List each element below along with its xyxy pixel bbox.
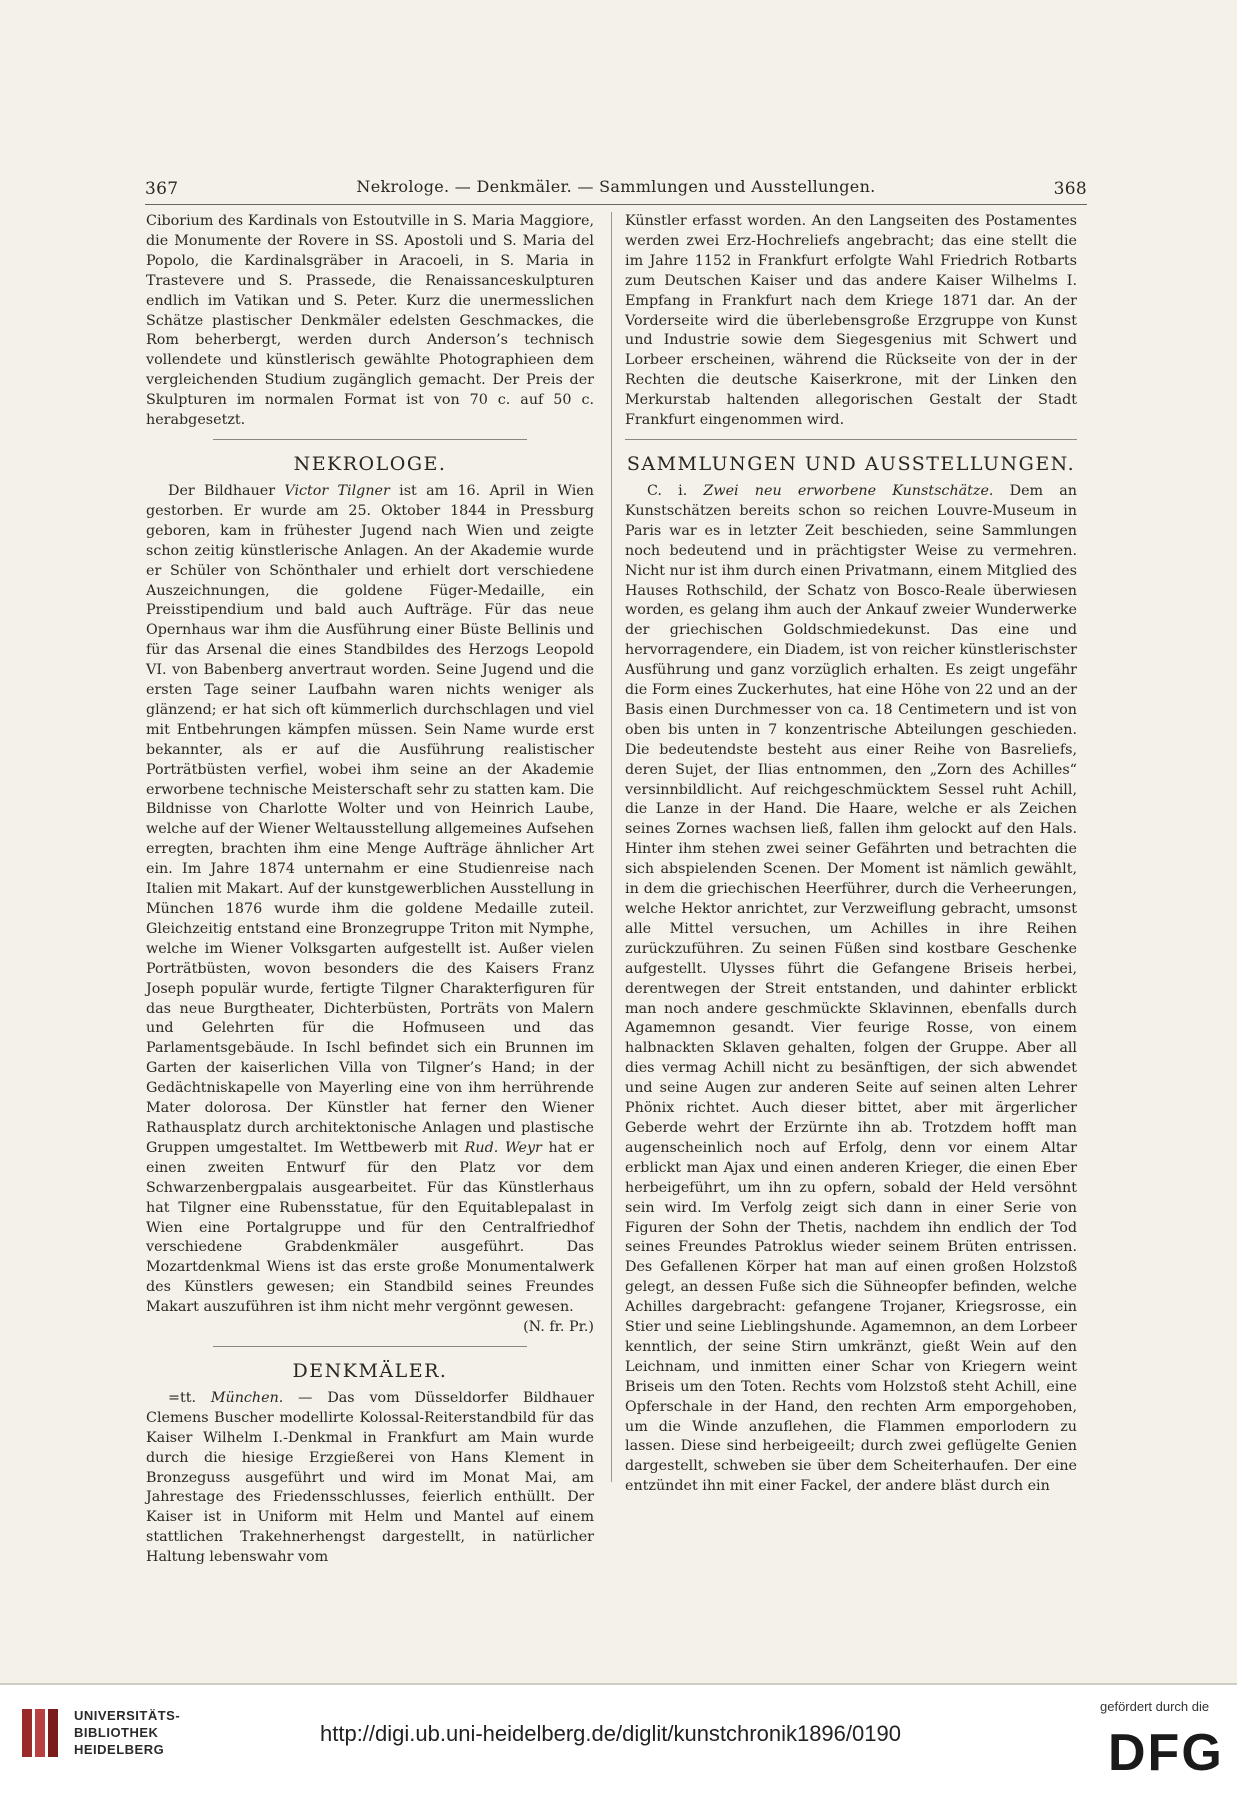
running-header xyxy=(145,173,1087,203)
left-intro-paragraph: Ciborium des Kardinals von Estoutville in S. Maria Maggiore, die Monumente der Rovere in SS. Apostoli und S. Maria del Popolo, die Kardinalsgräber in Aracoeli, in S. Maria in Trastevere und S. Prassede, die Renaissanceskulpturen endlich im Vatikan und S. Peter. Kurz die unermesslichen Schätze plastischer Denkmäler edelsten Geschmackes, die Rom beherbergt, werden durch Anderson’s technisch vollendete und künstlerisch gewählte Photographieen dem vergleichenden Studium zugänglich gemacht. Der Preis der Skulpturen im normalen Format ist von 70 c. auf 50 c. herabgesetzt. xyxy=(146,213,594,429)
nekrologe-source-line xyxy=(146,1318,594,1338)
dfg-logo: DFG xyxy=(1108,1724,1224,1782)
denk-city: München. xyxy=(210,1389,284,1406)
nekro-pre: Der Bildhauer xyxy=(168,482,285,499)
nekro-weyr: Rud. Weyr xyxy=(464,1139,542,1156)
column-divider xyxy=(611,212,612,1482)
section-divider xyxy=(625,439,1077,440)
denk-text: — Das vom Düsseldorfer Bildhauer Clemens Buscher modellirte Kolossal-Reiterstandbild für das Kaiser Wilhelm I.-Denkmal in Frankfurt am Main wurde durch die hiesige Erzgießerei von Hans Klement in Bronzeguss ausgeführt und wird im Monat Mai, am Jahrestage des Friedensschlusses, feierlich enthüllt. Der Kaiser ist in Uniform mit Helm und Mantel auf einem stattlichen Trakehnerhengst dargestellt, in natürlicher Haltung lebenswahr vom xyxy=(146,1389,594,1566)
funded-by-label: gefördert durch die xyxy=(1100,1699,1210,1714)
footer-rule xyxy=(0,1683,1237,1685)
page-number-right: 368 xyxy=(1053,179,1087,199)
nekro-text-b: hat er einen zweiten Entwurf für den Platz vor dem Schwarzenbergpalais ausgearbeitet. Für das Künstlerhaus hat Tilgner eine Rubensstatue, für den Equitablepalast in Wien eine Portalgruppe und für den Centralfriedhof verschiedene Grabdenkmäler ausgeführt. Das Mozartdenkmal Wiens ist das erste große Monumentalwerk des Künstlers gewesen; ein Standbild seines Freundes Makart auszuführen ist ihm nicht mehr vergönnt gewesen. xyxy=(146,1139,594,1316)
nekro-name: Victor Tilgner xyxy=(284,482,390,499)
digitization-footer xyxy=(0,1683,1237,1812)
header-rule xyxy=(145,204,1087,205)
section-divider xyxy=(213,1346,527,1347)
nekrologe-paragraph xyxy=(146,482,594,1318)
denk-pre: =tt. xyxy=(168,1389,211,1406)
samm-text: Dem an Kunstschätzen bereits schon so reichen Louvre-Museum in Paris war es in letzter Zeit beschieden, seine Sammlungen noch bedeutend und in prächtigster Weise zu vermehren. Nicht nur ist ihm durch einen Privatmann, einem Mitglied des Hauses Rothschild, der Schatz von Bosco-Reale überwiesen worden, es gelang ihm auch der Ankauf zweier Wunderwerke der griechischen Goldschmiedekunst. Das eine und hervorragendere, ein Diadem, ist von reicher künstlerischster Ausführung und ganz vorzüglich erhalten. Es zeigt ungefähr die Form eines Zuckerhutes, hat eine Höhe von 22 und an der Basis einen Durchmesser von ca. 18 Centimetern und ist von oben bis unten in 7 konzentrische Abteilungen geschieden. Die bedeutendste besteht aus einer Reihe von Basreliefs, deren Sujet, der Ilias entnommen, den „Zorn des Achilles“ versinnbildlicht. Auf reichgeschmücktem Sessel ruht Achill, die Lanze in der Hand. Die Haare, welche er als Zeichen seines Zornes wachsen ließ, fallen ihm gelockt auf den Hals. Hinter ihm stehen zwei seiner Gefährten und betrachten die sich abspielenden Scenen. Der Moment ist nämlich gewählt, in dem die griechischen Heerführer, durch die Verheerungen, welche Hektor anrichtet, zur Verzweiflung gebracht, umsonst alle Mittel versuchen, um Achilles in ihre Reihen zurückzuführen. Zu seinen Füßen sind kostbare Geschenke aufgestellt. Ulysses führt die Gefangene Briseis herbei, derentwegen der Streit entstanden, und dahinter erblickt man noch andere geschmückte Sklavinnen, ebenfalls durch Agamemnon gesandt. Vier feurige Rosse, von einem halbnackten Sklaven gehalten, folgen der Gruppe. Aber all dies vermag Achill nicht zu besänftigen, der sich abwendet und seine Augen zur anderen Seite auf seinen alten Lehrer Phönix richtet. Auch dieser bittet, aber mit ärgerlicher Geberde wehrt der Erzürnte ihn ab. Trotzdem hofft man augenscheinlich noch auf Erfolg, denn vor einem Altar erblickt man Ajax und einen anderen Krieger, die einen Eber herbeigeführt, um ihn zu opfern, sobald der Held versöhnt sein wird. Im Verfolg zeigt sich dann in einer Serie von Figuren der Sohn der Thetis, nachdem ihn endlich der Tod seines Freundes Patroklus wieder seinem Brüten entrissen. Des Gefallenen Körper hat man auf einen großen Holzstoß gelegt, an dessen Fuße sich die Sühneopfer befinden, welche Achilles dargebracht: gefangene Trojaner, Kriegsrosse, ein Stier und seine Lieblingshunde. Agamemnon, an dem Lorbeer kenntlich, der seine Stirn umkränzt, gießt Wein auf den Leichnam, und inmitten einer Schar von Kriegern weint Briseis um den Toten. Rechts vom Holzstoß steht Achill, eine Opferschale in der Hand, den rechten Arm emporgehoben, um die Winde anzuflehen, die Flammen emporlodern zu lassen. Diese sind herbeigeeilt; durch zwei geflügelte Genien dargestellt, schweben sie über dem Scheiterhaufen. Der eine entzündet ihn mit einer Fackel, der andere bläst durch ein xyxy=(625,482,1077,1495)
denkmaeler-paragraph xyxy=(146,1389,594,1568)
heading-sammlungen: SAMMLUNGEN UND AUSSTELLUNGEN. xyxy=(626,452,1076,475)
right-column xyxy=(625,212,1077,1497)
right-intro-paragraph: Künstler erfasst worden. An den Langseiten des Postamentes werden zwei Erz-Hochreliefs angebracht; das eine stellt die im Jahre 1152 in Frankfurt erfolgte Wahl Friedrich Rotbarts zum Deutschen Kaiser und das andere Kaiser Wilhelms I. Empfang in Frankfurt nach dem Kriege 1871 dar. An der Vorderseite wird die überlebensgroße Erzgruppe von Kunst und Industrie sowie dem Siegesgenius mit Schwert und Lorbeer erscheinen, während die Rückseite von der in der Rechten die deutsche Kaiserkrone, mit der Linken den Merkurstab haltenden allegorischen Gestalt der Stadt Frankfurt eingenommen wird. xyxy=(625,213,1077,429)
running-title: Nekrologe. — Denkmäler. — Sammlungen und Ausstellungen. xyxy=(356,177,876,196)
university-library-logo-icon xyxy=(18,1703,62,1763)
nekrologe-source: (N. fr. Pr.) xyxy=(523,1319,594,1336)
sammlungen-paragraph xyxy=(625,482,1077,1497)
heading-denkmaeler: DENKMÄLER. xyxy=(292,1359,448,1382)
permalink-url[interactable]: http://digi.ub.uni-heidelberg.de/diglit/kunstchronik1896/0190 xyxy=(320,1721,901,1746)
heading-nekrologe: NEKROLOGE. xyxy=(293,452,447,475)
library-name: UNIVERSITÄTS- BIBLIOTHEK HEIDELBERG xyxy=(74,1708,181,1757)
section-divider xyxy=(213,439,527,440)
left-column xyxy=(146,212,594,1568)
nekro-text-a: ist am 16. April in Wien gestorben. Er wurde am 25. Oktober 1844 in Pressburg geboren, kam in frühester Jugend nach Wien und zeigte schon zeitig künstlerische Anlagen. An der Akademie wurde er Schüler von Schönthaler und erhielt dort verschiedene Auszeichnungen, die goldene Füger-Medaille, ein Preisstipendium und bald auch Aufträge. Für das neue Opernhaus war ihm die Ausführung einer Büste Bellinis und für das Arsenal die eines Standbildes des Herzogs Leopold VI. von Babenberg anvertraut worden. Seine Jugend und die ersten Tage seiner Laufbahn waren nichts weniger als glänzend; er hat sich oft kümmerlich durchschlagen und viel mit Entbehrungen kämpfen müssen. Sein Name wurde erst bekannter, als er auf die Ausführung realistischer Porträtbüsten verfiel, wobei ihm seine an der Akademie erworbene technische Meisterschaft sehr zu statten kam. Die Bildnisse von Charlotte Wolter und von Heinrich Laube, welche auf der Wiener Weltausstellung allgemeines Aufsehen erregten, brachten ihm eine Menge Aufträge ähnlicher Art ein. Im Jahre 1874 unternahm er eine Studienreise nach Italien mit Makart. Auf der kunstgewerblichen Ausstellung in München 1876 wurde ihm die goldene Medaille zuteil. Gleichzeitig entstand eine Bronzegruppe Triton mit Nymphe, welche im Wiener Volksgarten aufgestellt ist. Außer vielen Porträtbüsten, wovon besonders die des Kaisers Franz Joseph populär wurde, fertigte Tilgner Charakterfiguren für das neue Burgtheater, Dichterbüsten, Porträts von Malern und Gelehrten für die Hofmuseen und das Parlamentsgebäude. In Ischl befindet sich ein Brunnen im Garten der kaiserlichen Villa von Tilgner’s Hand; in der Gedächtniskapelle von Mayerling eine von ihm herrührende Mater dolorosa. Der Künstler hat ferner den Wiener Rathausplatz durch architektonische Anlagen und plastische Gruppen umgestaltet. Im Wettbewerb mit xyxy=(146,482,594,1156)
samm-title: Zwei neu erworbene Kunstschätze. xyxy=(703,482,994,499)
page-number-left: 367 xyxy=(145,179,179,199)
samm-pre: C. i. xyxy=(647,482,704,499)
